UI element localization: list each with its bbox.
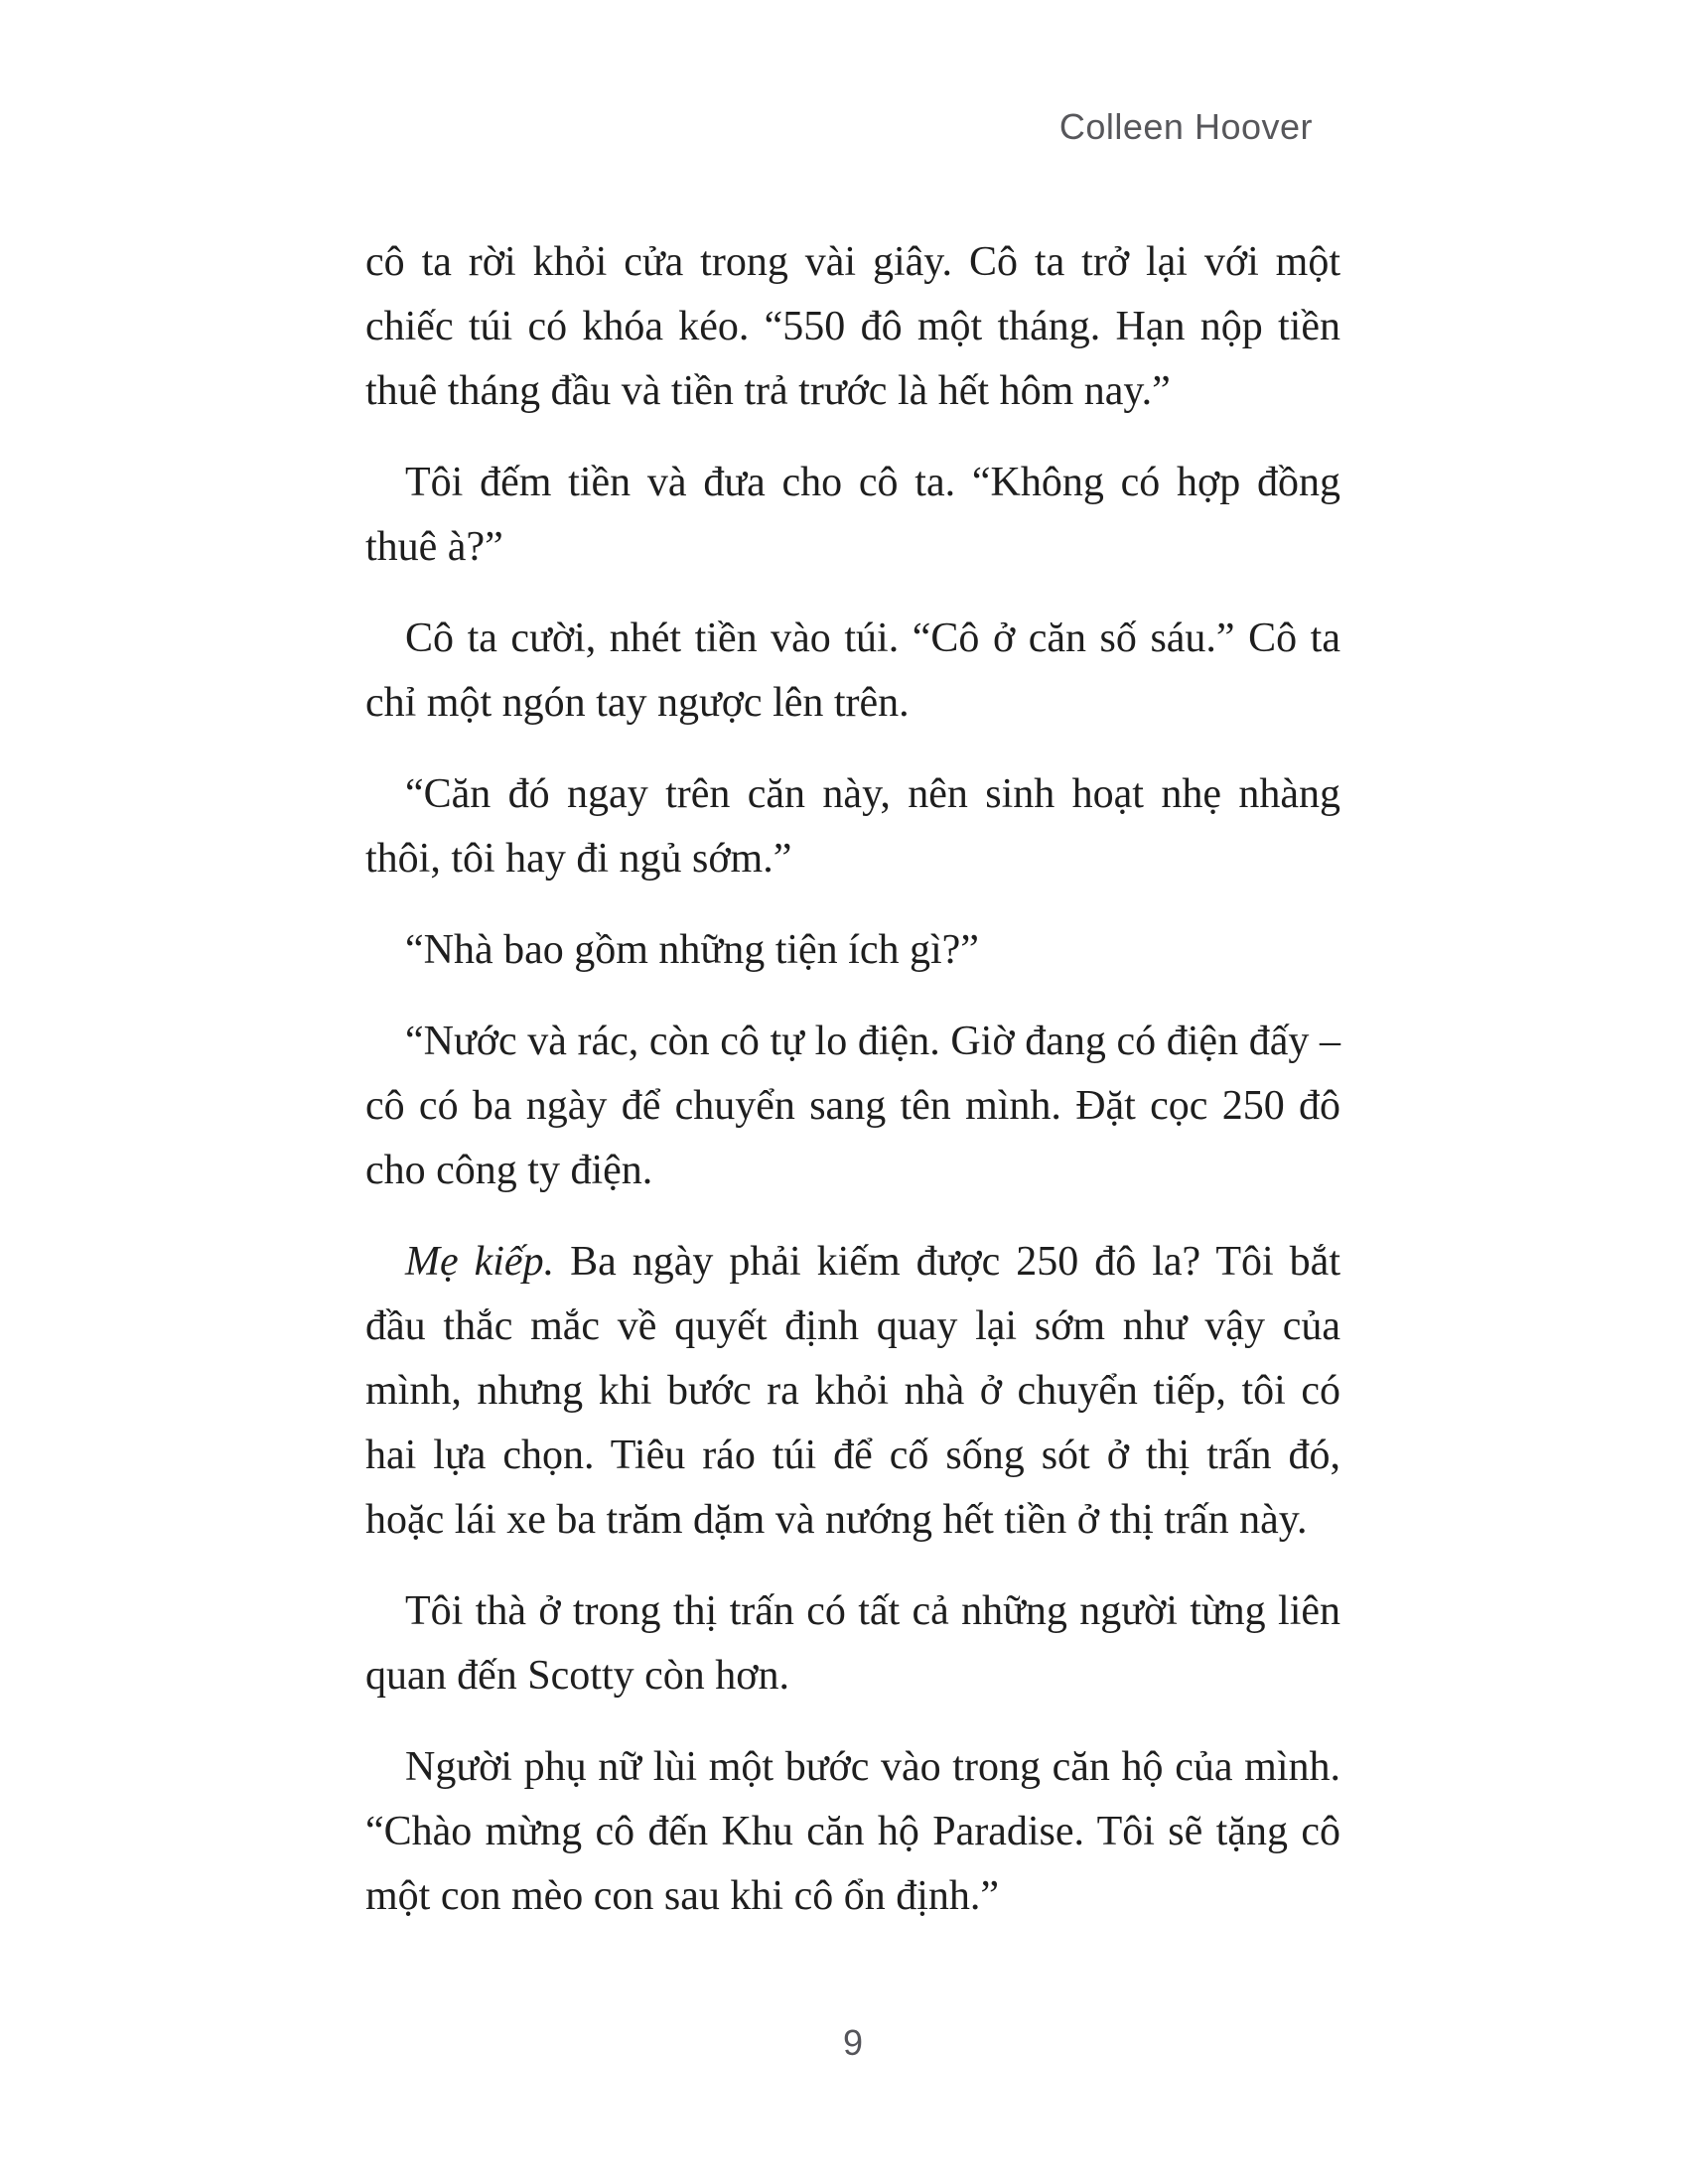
italic-lead: Mẹ kiếp. [405,1239,555,1285]
paragraph: cô ta rời khỏi cửa trong vài giây. Cô ta trở lại với một chiếc túi có khóa kéo. “550 đô một tháng. Hạn nộp tiền thuê tháng đầu và tiền trả trước là hết hôm nay.” [365,239,1340,414]
paragraph: Mẹ kiếp. Ba ngày phải kiếm được 250 đô la? Tôi bắt đầu thắc mắc về quyết định quay lại sớm như vậy của mình, nhưng khi bước ra khỏi nhà ở chuyển tiếp, tôi có hai lựa chọn. Tiêu ráo túi để cố sống sót ở thị trấn đó, hoặc lái xe ba trăm dặm và nướng hết tiền ở thị trấn này. [365,1239,1340,1543]
running-header-author: Colleen Hoover [1058,106,1313,147]
paragraph: “Căn đó ngay trên căn này, nên sinh hoạt nhẹ nhàng thôi, tôi hay đi ngủ sớm.” [365,771,1340,882]
paragraph: “Nước và rác, còn cô tự lo điện. Giờ đang có điện đấy – cô có ba ngày để chuyển sang tên mình. Đặt cọc 250 đô cho công ty điện. [365,1019,1340,1193]
paragraph: Người phụ nữ lùi một bước vào trong căn hộ của mình. “Chào mừng cô đến Khu căn hộ Paradise. Tôi sẽ tặng cô một con mèo con sau khi cô ổn định.” [365,1744,1340,1919]
body-paragraphs [365,230,1340,1956]
paragraph: Cô ta cười, nhét tiền vào túi. “Cô ở căn số sáu.” Cô ta chỉ một ngón tay ngược lên trên. [365,615,1340,726]
paragraph: Tôi đếm tiền và đưa cho cô ta. “Không có hợp đồng thuê à?” [365,460,1340,570]
paragraph: “Nhà bao gồm những tiện ích gì?” [405,927,979,973]
paragraph: Tôi thà ở trong thị trấn có tất cả những người từng liên quan đến Scotty còn hơn. [365,1588,1340,1699]
page-number: 9 [842,2022,864,2063]
